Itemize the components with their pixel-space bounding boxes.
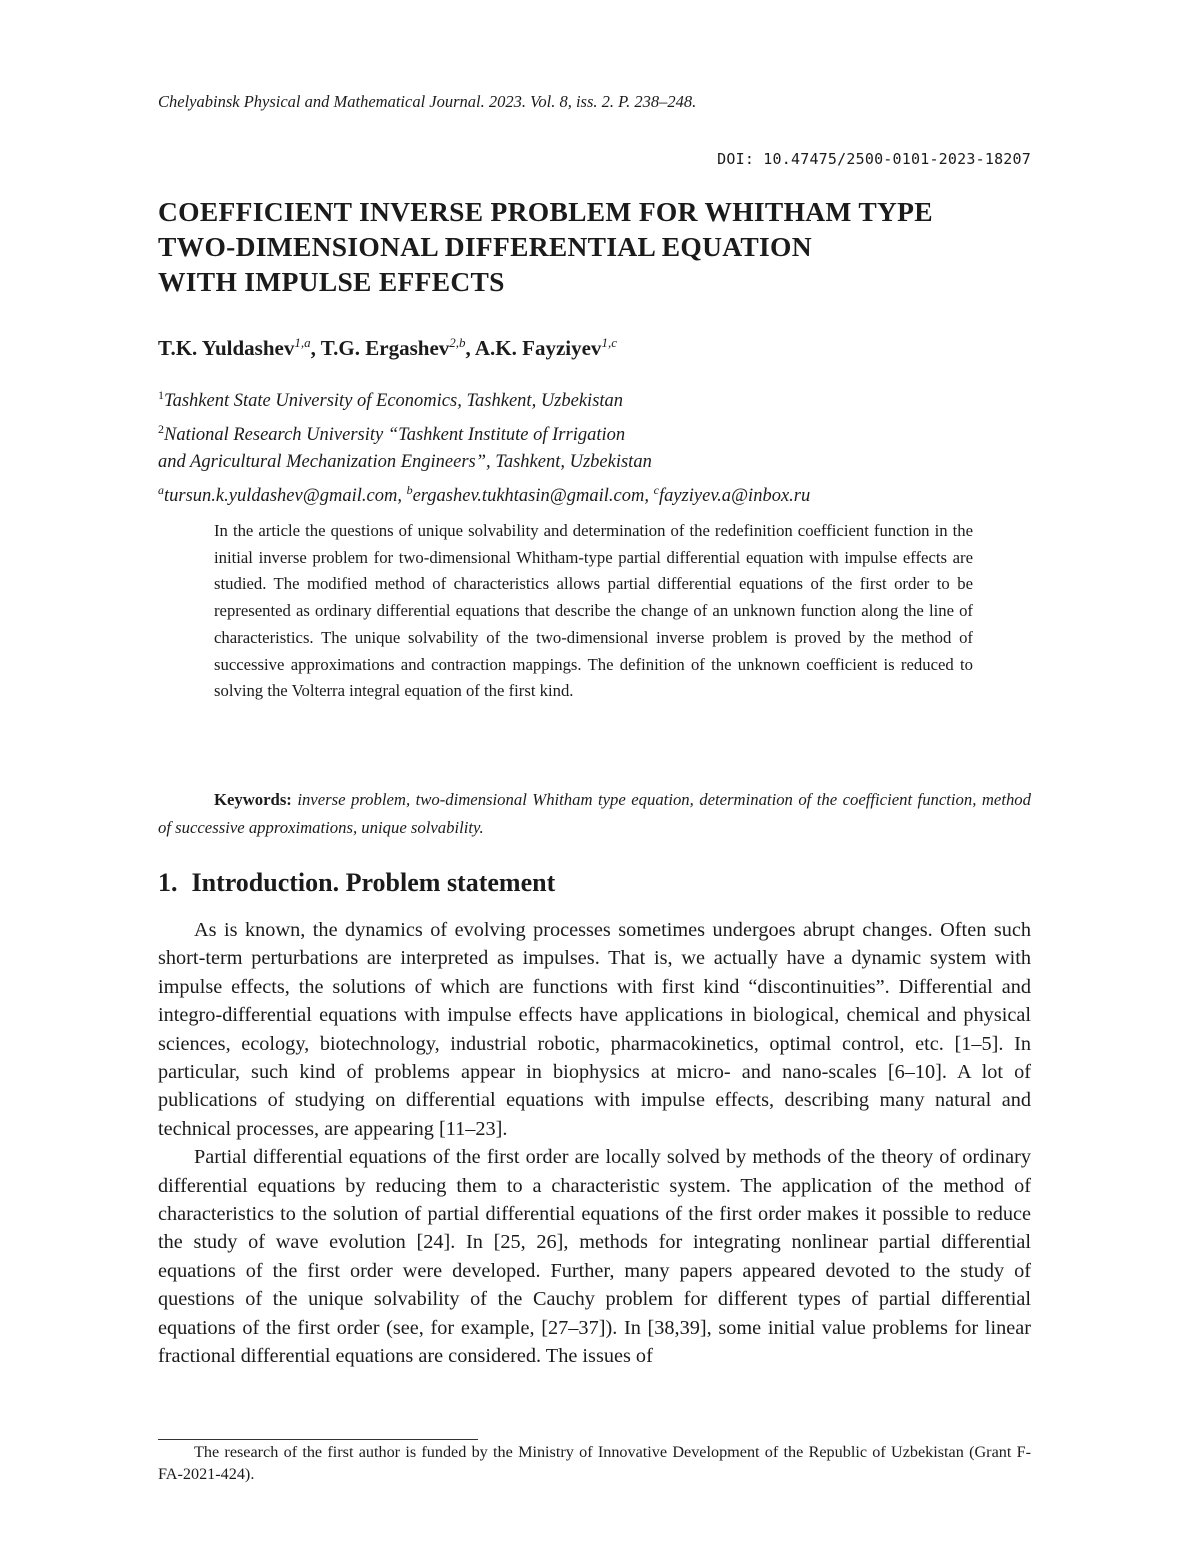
- footnote: The research of the first author is funded by the Ministry of Innovative Development of the Republic of Uzbekistan (Grant F-FA-2021-424).: [158, 1443, 1031, 1483]
- paragraph: Partial differential equations of the first order are locally solved by methods of the theory of ordinary differential equations by reducing them to a characteristic system. The application of the method of characteristics to the solution of partial differential equations of the first order makes it possible to reduce the study of wave evolution [24]. In [25, 26], methods for integrating nonlinear partial differential equations of the first order were developed. Further, many papers appeared devoted to the study of questions of the unique solvability of the Cauchy problem for different types of partial differential equations of the first order (see, for example, [27–37]). In [38,39], some initial value problems for linear fractional differential equations are considered. The issues of: [158, 1146, 1031, 1368]
- doi[interactable]: DOI: 10.47475/2500-0101-2023-18207: [717, 150, 1031, 168]
- keywords: [158, 786, 1031, 842]
- email-link[interactable]: fayziyev.a@inbox.ru: [658, 485, 811, 506]
- section-number: 1.: [158, 868, 178, 897]
- affiliations: [158, 382, 1031, 510]
- author-list: T.K. Yuldashev$^{1,a}$, T.G. Ergashev$^{2,b}$, A.K. Fayziyev$^{1,c}$: [158, 335, 617, 360]
- author-name: A.K. Fayziyev: [474, 336, 602, 360]
- paper-title: [158, 194, 1031, 299]
- footnote-rule: [158, 1439, 478, 1440]
- author-affil-mark: 1,a: [294, 335, 311, 350]
- affiliation-2-cont: and Agricultural Mechanization Engineers”, Tashkent, Uzbekistan: [158, 452, 652, 473]
- keywords-label: Keywords:: [214, 790, 292, 809]
- body-text: [158, 916, 1031, 1371]
- author-affil-mark: 2,b: [449, 335, 466, 350]
- section-title: Introduction. Problem statement: [191, 868, 556, 897]
- affiliation-2: $^2$National Research University “Tashkent Institute of Irrigation: [158, 421, 626, 445]
- affiliation-1: $^1$Tashkent State University of Economics, Tashkent, Uzbekistan: [158, 388, 624, 412]
- abstract: In the article the questions of unique solvability and determination of the redefinition coefficient function in the initial inverse problem for two-dimensional Whitham-type partial differential equation with impulse effects are studied. The modified method of characteristics allows partial differential equations of the first order to be represented as ordinary differential equations that describe the change of an unknown function along the line of characteristics. The unique solvability of the two-dimensional inverse problem is proved by the method of successive approximations and contraction mappings. The definition of the unknown coefficient is reduced to solving the Volterra integral equation of the first kind.: [214, 521, 973, 701]
- title-line-1: COEFFICIENT INVERSE PROBLEM FOR WHITHAM TYPE: [158, 196, 933, 227]
- keywords-text: inverse problem, two-dimensional Whitham type equation, determination of the coefficient function, method of successive approximations, unique solvability.: [158, 790, 1031, 837]
- section-heading: [158, 868, 1031, 898]
- email-link[interactable]: tursun.k.yuldashev@gmail.com,: [164, 485, 402, 506]
- author-name: T.K. Yuldashev: [158, 336, 295, 360]
- journal-header: Chelyabinsk Physical and Mathematical Journal. 2023. Vol. 8, iss. 2. P. 238–248.: [158, 92, 697, 111]
- author-name: T.G. Ergashev: [320, 336, 450, 360]
- title-line-2: TWO-DIMENSIONAL DIFFERENTIAL EQUATION: [158, 231, 812, 262]
- author-affil-mark: 1,c: [601, 335, 617, 350]
- paragraph: As is known, the dynamics of evolving processes sometimes undergoes abrupt changes. Often such short-term perturbations are interpreted as impulses. That is, we actually have a dynamic system with impulse effects, the solutions of which are functions with first kind “discontinuities”. Differential and integro-differential equations with impulse effects have applications in biological, chemical and physical sciences, ecology, biotechnology, industrial robotic, pharmacokinetics, optimal control, etc. [1–5]. In particular, such kind of problems appear in biophysics at micro- and nano-scales [6–10]. A lot of publications of studying on differential equations with impulse effects, describing many natural and technical processes, are appearing [11–23].: [158, 919, 1031, 1140]
- title-line-3: WITH IMPULSE EFFECTS: [158, 266, 505, 297]
- email-link[interactable]: ergashev.tukhtasin@gmail.com,: [412, 485, 649, 506]
- author-emails: $^a$tursun.k.yuldashev@gmail.com, $^b$ergashev.tukhtasin@gmail.com, $^c$fayziyev.a@inbox.ru: [158, 482, 811, 506]
